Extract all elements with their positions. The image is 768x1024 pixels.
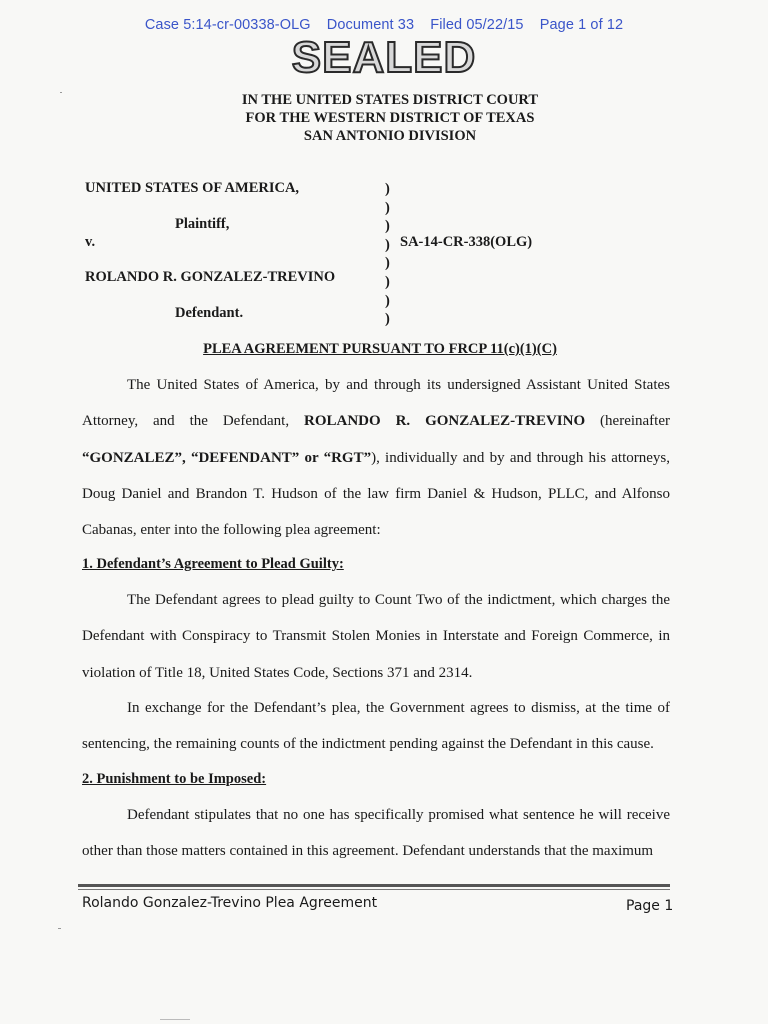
intro-text-2: (hereinafter [600,413,670,430]
document-title: PLEA AGREEMENT PURSUANT TO FRCP 11(c)(1)(C) [203,341,557,357]
paren: ) [385,292,390,309]
section-1-para-2-text: In exchange for the Defendant’s plea, the Government agrees to dismiss, at the time of sentencing, the remaining counts of the indictment pending against the Defendant in this cause. [82,700,670,753]
section-1-para-1 [82,582,670,691]
case-number-header: Case 5:14-cr-00338-OLG [144,17,311,33]
paren: ) [385,199,390,216]
plaintiff-name: UNITED STATES OF AMERICA, [85,180,300,196]
filing-header [0,17,768,33]
paren: ) [385,255,390,272]
section-1-heading: 1. Defendant’s Agreement to Plead Guilty: [82,556,344,572]
intro-text-3: ), individually and by and through his attorneys, Doug Daniel and Brandon T. Hudson of the law firm Daniel & Hudson, PLLC, and Alfonso Cabanas, enter into the following plea agreement: [82,449,670,539]
intro-paragraph [82,367,670,548]
defendant-role: Defendant. [175,305,244,321]
section-2-para-1-text: Defendant stipulates that no one has specifically promised what sentence he will receive other than those matters contained in this agreement. Defendant understands that the maximum [82,807,670,860]
scan-speck [58,928,61,929]
footer-rule-thin [78,889,670,890]
defendant-name-bold: ROLANDO R. GONZALEZ-TREVINO [304,413,586,430]
defendant-aliases: “GONZALEZ”, “DEFENDANT” or “RGT” [82,449,372,466]
versus: v. [85,234,96,250]
paren: ) [385,181,390,197]
paren: ) [385,273,390,290]
section-2-para-1 [82,797,670,870]
paren: ) [385,311,390,328]
section-1-para-2 [82,690,670,763]
document-number: Document 33 [326,17,415,33]
defendant-name: ROLANDO R. GONZALEZ-TREVINO [85,269,336,285]
filed-date: Filed 05/22/15 [430,17,524,33]
court-line-2: FOR THE WESTERN DISTRICT OF TEXAS [245,110,535,126]
page-count: Page 1 of 12 [539,17,624,33]
section-2-heading: 2. Punishment to be Imposed: [82,771,267,787]
paren: ) [385,236,390,253]
footer-rule [78,884,670,887]
plaintiff-role: Plaintiff, [175,216,230,232]
paren: ) [385,218,390,235]
scan-speck [160,1019,190,1020]
court-line-1: IN THE UNITED STATES DISTRICT COURT [241,92,539,108]
case-number: SA-14-CR-338(OLG) [400,234,533,250]
footer-page-number: Page 1 [626,898,674,914]
scan-speck [60,92,62,93]
intro-text-1: The United States of America, by and through its undersigned Assistant United States Attorney, and the Defendant, [82,377,670,430]
caption-parentheses [385,180,390,329]
section-1-para-1-text: The Defendant agrees to plead guilty to Count Two of the indictment, which charges the Defendant with Conspiracy to Transmit Stolen Monies in Interstate and Foreign Commerce, in violation of Title 18, United States Code, Sections 371 and 2314. [82,592,670,681]
court-line-3: SAN ANTONIO DIVISION [303,128,477,144]
footer-title: Rolando Gonzalez-Trevino Plea Agreement [82,895,378,911]
sealed-stamp: SEALED [291,33,477,82]
court-heading [0,91,768,145]
